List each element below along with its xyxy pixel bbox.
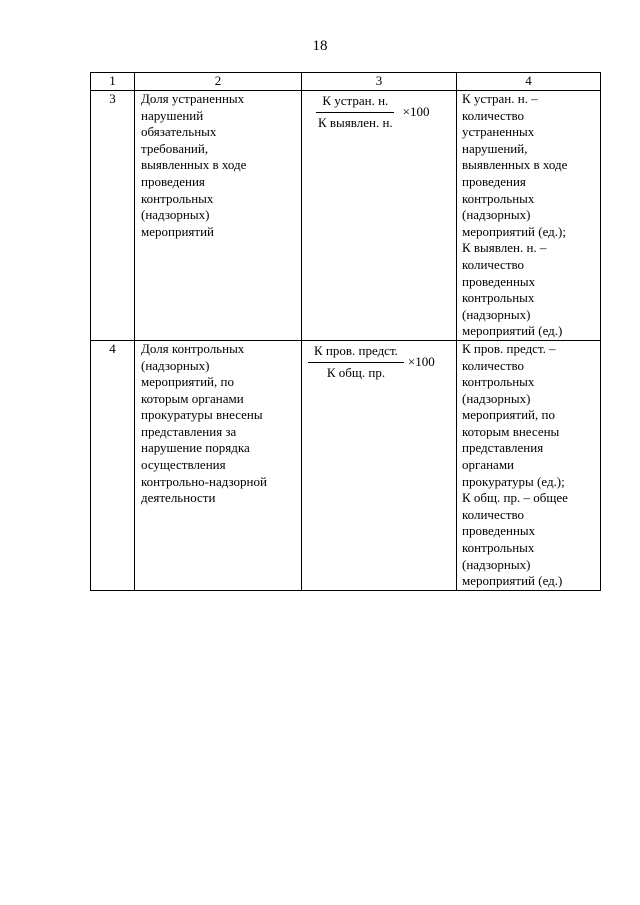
fraction-numerator: К пров. предст.	[308, 343, 404, 363]
text-line: количество	[462, 256, 525, 272]
column-header-2: 2	[135, 73, 302, 91]
indicators-table	[90, 72, 601, 591]
text-line: обязательных	[141, 124, 217, 140]
text-line: мероприятий	[141, 223, 214, 239]
text-line: Доля контрольных	[141, 340, 245, 356]
text-line: нарушений	[141, 107, 204, 123]
text-line: устраненных	[462, 124, 535, 140]
text-line: представления	[462, 440, 544, 456]
text-line: выявленных в ходе	[462, 157, 568, 173]
table-row	[91, 340, 601, 590]
indicator-name-cell	[135, 340, 302, 590]
text-line: мероприятий, по	[141, 374, 234, 390]
multiplier: ×100	[407, 353, 435, 369]
text-line: контрольно-надзорной	[141, 473, 267, 489]
text-line: контрольных	[462, 374, 535, 390]
text-line: мероприятий, по	[462, 407, 555, 423]
text-line: осуществления	[141, 457, 226, 473]
indicator-name-cell	[135, 91, 302, 341]
text-line: прокуратуры внесены	[141, 407, 263, 423]
text-line: количество	[462, 506, 525, 522]
fraction-denominator: К выявлен. н.	[318, 114, 393, 130]
text-line: которым внесены	[462, 423, 560, 439]
fraction	[308, 343, 404, 381]
text-line: (надзорных)	[462, 556, 531, 572]
row-number-cell: 3	[91, 91, 135, 341]
text-line: проведения	[462, 173, 526, 189]
text-line: Доля устраненных	[141, 91, 245, 106]
text-line: проведенных	[462, 273, 536, 289]
column-header-4: 4	[457, 73, 601, 91]
fraction-denominator: К общ. пр.	[326, 364, 386, 380]
text-line: (надзорных)	[462, 207, 531, 223]
text-line: которым органами	[141, 390, 244, 406]
text-line: требований,	[141, 140, 209, 156]
text-line: нарушение порядка	[141, 440, 250, 456]
text-line: (надзорных)	[141, 357, 210, 373]
text-line: контрольных	[462, 290, 535, 306]
multiplier: ×100	[402, 103, 430, 119]
fraction	[312, 93, 399, 131]
formula-cell	[302, 340, 457, 590]
formula	[306, 93, 452, 131]
text-line: мероприятий (ед.)	[462, 323, 563, 339]
text-line: (надзорных)	[462, 306, 531, 322]
row-number-cell: 4	[91, 340, 135, 590]
text-line: К пров. предст. –	[462, 340, 556, 356]
fraction-numerator: К устран. н.	[316, 93, 394, 113]
text-line: деятельности	[141, 490, 216, 506]
formula	[306, 343, 452, 381]
text-line: (надзорных)	[462, 390, 531, 406]
text-line: количество	[462, 357, 525, 373]
text-line: К общ. пр. – общее	[462, 490, 568, 506]
text-line: нарушений,	[462, 140, 528, 156]
text-line: мероприятий (ед.)	[462, 573, 563, 589]
text-line: контрольных	[141, 190, 214, 206]
text-line: К устран. н. –	[462, 91, 538, 106]
text-line: мероприятий (ед.);	[462, 223, 566, 239]
column-header-3: 3	[302, 73, 457, 91]
formula-cell	[302, 91, 457, 341]
text-line: контрольных	[462, 190, 535, 206]
table-header-row	[91, 73, 601, 91]
text-line: прокуратуры (ед.);	[462, 473, 565, 489]
definition-cell	[457, 340, 601, 590]
text-line: К выявлен. н. –	[462, 240, 547, 256]
definition-cell	[457, 91, 601, 341]
text-line: проведения	[141, 173, 205, 189]
text-line: количество	[462, 107, 525, 123]
text-line: проведенных	[462, 523, 536, 539]
text-line: органами	[462, 457, 515, 473]
text-line: (надзорных)	[141, 207, 210, 223]
text-line: выявленных в ходе	[141, 157, 247, 173]
text-line: представления за	[141, 423, 237, 439]
text-line: контрольных	[462, 540, 535, 556]
column-header-1: 1	[91, 73, 135, 91]
page-number: 18	[312, 38, 328, 54]
table-row	[91, 91, 601, 341]
